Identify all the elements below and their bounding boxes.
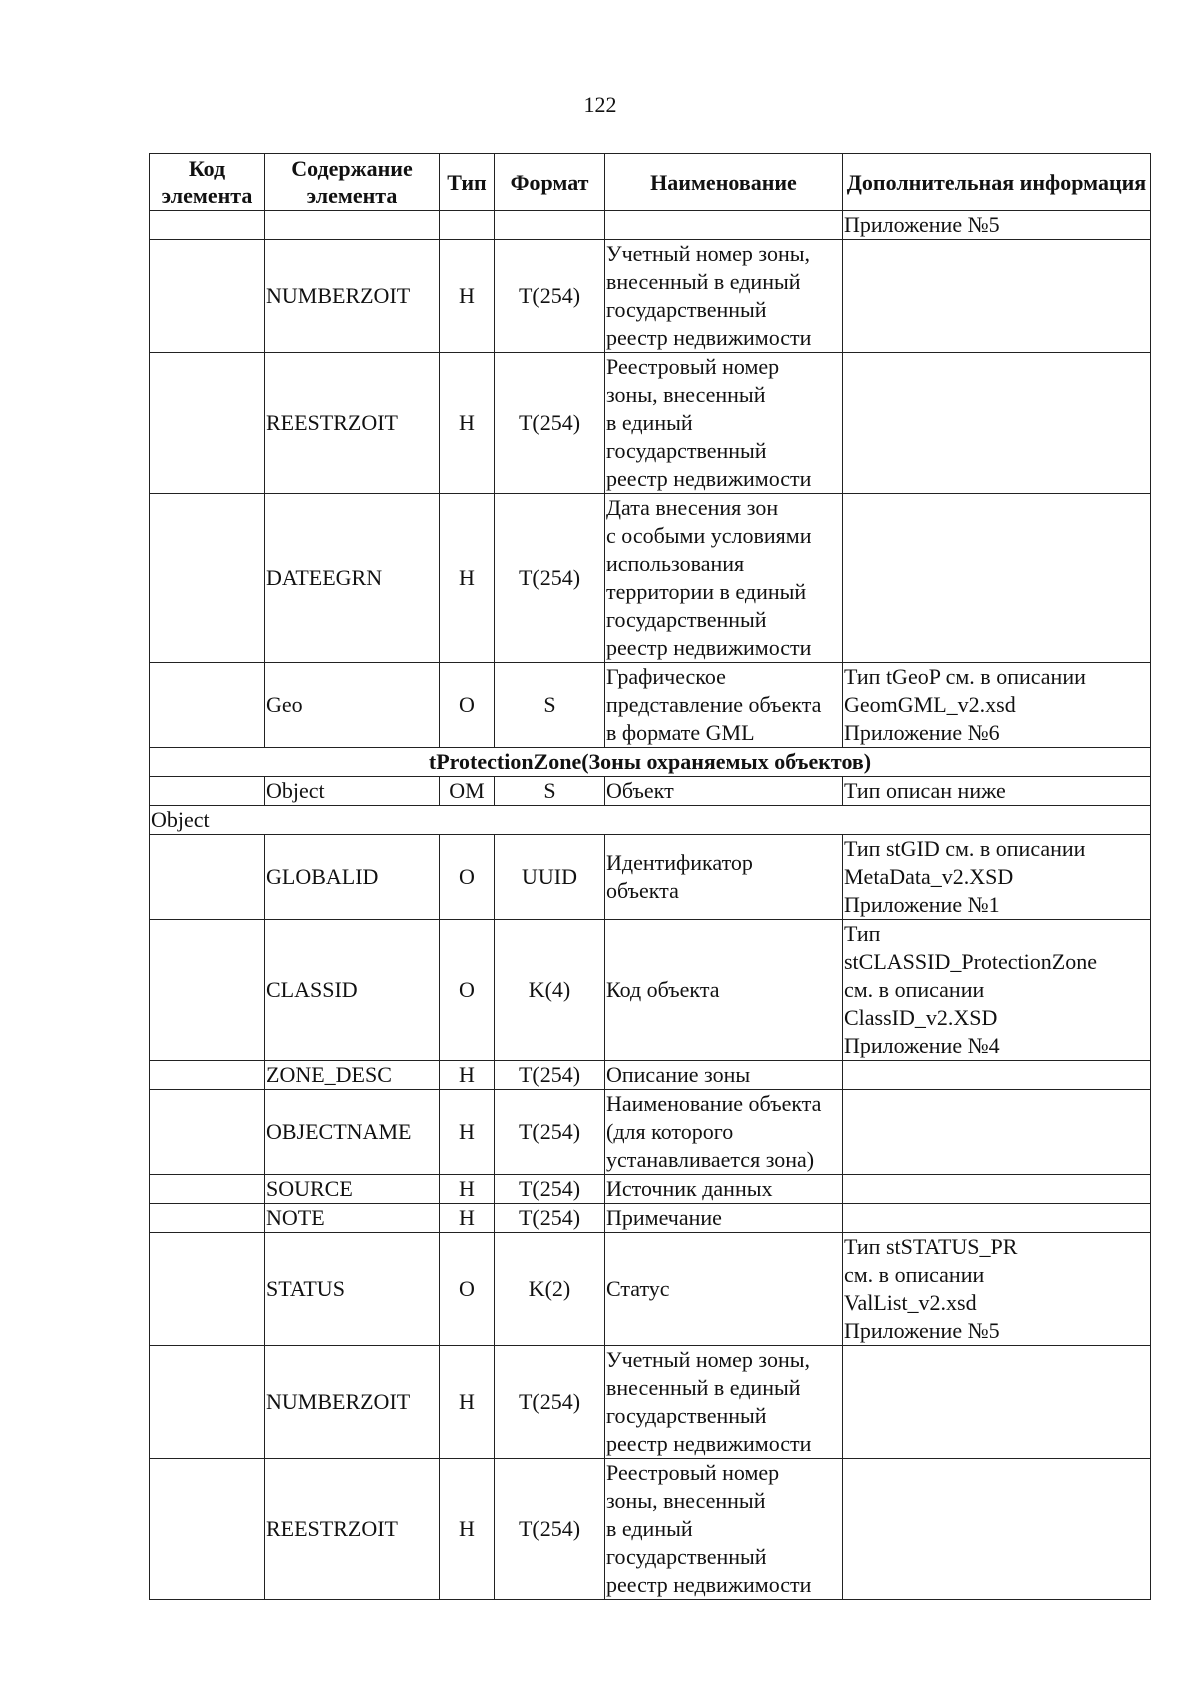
cell-code (150, 663, 265, 748)
cell-type: ОМ (440, 777, 495, 806)
cell-type: Н (440, 1061, 495, 1090)
table-row (150, 663, 1151, 748)
cell-content: CLASSID (265, 920, 440, 1061)
cell-code (150, 1090, 265, 1175)
cell-format (495, 211, 605, 240)
cell-type: Н (440, 240, 495, 353)
cell-code (150, 1459, 265, 1600)
cell-code (150, 920, 265, 1061)
cell-info: Приложение №5 (843, 211, 1151, 240)
cell-info: Тип stCLASSID_ProtectionZone см. в описании ClassID_v2.XSD Приложение №4 (843, 920, 1151, 1061)
cell-type: Н (440, 1346, 495, 1459)
table-row (150, 211, 1151, 240)
table-row (150, 494, 1151, 663)
cell-code (150, 211, 265, 240)
cell-info (843, 1204, 1151, 1233)
cell-format: S (495, 777, 605, 806)
table-row (150, 1204, 1151, 1233)
cell-type: Н (440, 1090, 495, 1175)
cell-format: T(254) (495, 1061, 605, 1090)
cell-type: Н (440, 1459, 495, 1600)
table-row (150, 920, 1151, 1061)
cell-info (843, 353, 1151, 494)
cell-format: T(254) (495, 1090, 605, 1175)
cell-type: О (440, 663, 495, 748)
table-row (150, 1346, 1151, 1459)
cell-type (440, 211, 495, 240)
cell-format: T(254) (495, 1459, 605, 1600)
cell-type: О (440, 920, 495, 1061)
cell-content: GLOBALID (265, 835, 440, 920)
section-title-row (150, 748, 1151, 777)
cell-code (150, 1346, 265, 1459)
cell-content: Geo (265, 663, 440, 748)
table-row (150, 240, 1151, 353)
table-row (150, 1061, 1151, 1090)
cell-content: ZONE_DESC (265, 1061, 440, 1090)
cell-format: T(254) (495, 1204, 605, 1233)
cell-name: Учетный номер зоны, внесенный в единый государственный реестр недвижимости (605, 240, 843, 353)
cell-name (605, 211, 843, 240)
table-row (150, 835, 1151, 920)
cell-info: Тип tGeoP см. в описании GeomGML_v2.xsd Приложение №6 (843, 663, 1151, 748)
cell-format: K(4) (495, 920, 605, 1061)
table-row (150, 1233, 1151, 1346)
table-row (150, 1175, 1151, 1204)
cell-code (150, 494, 265, 663)
object-label: Object (150, 806, 1151, 835)
cell-name: Реестровый номер зоны, внесенный в единый государственный реестр недвижимости (605, 353, 843, 494)
header-info: Дополнительная информация (843, 154, 1151, 211)
cell-info: Тип stSTATUS_PR см. в описании ValList_v2.xsd Приложение №5 (843, 1233, 1151, 1346)
header-format: Формат (495, 154, 605, 211)
table-header-row (150, 154, 1151, 211)
cell-type: Н (440, 1175, 495, 1204)
cell-code (150, 1175, 265, 1204)
cell-content: REESTRZOIT (265, 1459, 440, 1600)
cell-name: Графическое представление объекта в формате GML (605, 663, 843, 748)
cell-info (843, 1346, 1151, 1459)
cell-code (150, 353, 265, 494)
cell-info (843, 1175, 1151, 1204)
table-row (150, 353, 1151, 494)
cell-content: STATUS (265, 1233, 440, 1346)
header-content: Содержание элемента (265, 154, 440, 211)
cell-content: NOTE (265, 1204, 440, 1233)
cell-content: Object (265, 777, 440, 806)
cell-format: T(254) (495, 1175, 605, 1204)
cell-info: Тип stGID см. в описании MetaData_v2.XSD Приложение №1 (843, 835, 1151, 920)
page-number: 122 (583, 92, 617, 117)
cell-info (843, 240, 1151, 353)
cell-format: UUID (495, 835, 605, 920)
cell-code (150, 1061, 265, 1090)
cell-name: Идентификатор объекта (605, 835, 843, 920)
cell-type: О (440, 835, 495, 920)
cell-name: Реестровый номер зоны, внесенный в единый государственный реестр недвижимости (605, 1459, 843, 1600)
cell-format: T(254) (495, 494, 605, 663)
cell-name: Наименование объекта (для которого устанавливается зона) (605, 1090, 843, 1175)
header-name: Наименование (605, 154, 843, 211)
cell-name: Описание зоны (605, 1061, 843, 1090)
cell-content: REESTRZOIT (265, 353, 440, 494)
cell-name: Источник данных (605, 1175, 843, 1204)
header-code: Код элемента (150, 154, 265, 211)
cell-content (265, 211, 440, 240)
cell-info (843, 1061, 1151, 1090)
element-spec-table (149, 153, 1151, 1600)
object-label-row (150, 806, 1151, 835)
table-row (150, 1459, 1151, 1600)
cell-code (150, 1204, 265, 1233)
header-type: Тип (440, 154, 495, 211)
cell-code (150, 835, 265, 920)
cell-name: Объект (605, 777, 843, 806)
cell-info (843, 1459, 1151, 1600)
cell-name: Код объекта (605, 920, 843, 1061)
cell-code (150, 1233, 265, 1346)
cell-name: Учетный номер зоны, внесенный в единый государственный реестр недвижимости (605, 1346, 843, 1459)
cell-type: Н (440, 1204, 495, 1233)
cell-format: S (495, 663, 605, 748)
cell-name: Примечание (605, 1204, 843, 1233)
cell-format: K(2) (495, 1233, 605, 1346)
cell-name: Статус (605, 1233, 843, 1346)
cell-code (150, 240, 265, 353)
cell-info (843, 494, 1151, 663)
cell-format: T(254) (495, 353, 605, 494)
cell-format: T(254) (495, 240, 605, 353)
table-row (150, 777, 1151, 806)
cell-format: T(254) (495, 1346, 605, 1459)
cell-content: DATEEGRN (265, 494, 440, 663)
cell-type: Н (440, 494, 495, 663)
cell-type: Н (440, 353, 495, 494)
cell-code (150, 777, 265, 806)
section-title: tProtectionZone(Зоны охраняемых объектов) (150, 748, 1151, 777)
cell-content: NUMBERZOIT (265, 240, 440, 353)
cell-type: О (440, 1233, 495, 1346)
cell-info: Тип описан ниже (843, 777, 1151, 806)
cell-content: SOURCE (265, 1175, 440, 1204)
cell-content: NUMBERZOIT (265, 1346, 440, 1459)
cell-name: Дата внесения зон с особыми условиями использования территории в единый государственный реестр недвижимости (605, 494, 843, 663)
table-row (150, 1090, 1151, 1175)
cell-info (843, 1090, 1151, 1175)
cell-content: OBJECTNAME (265, 1090, 440, 1175)
